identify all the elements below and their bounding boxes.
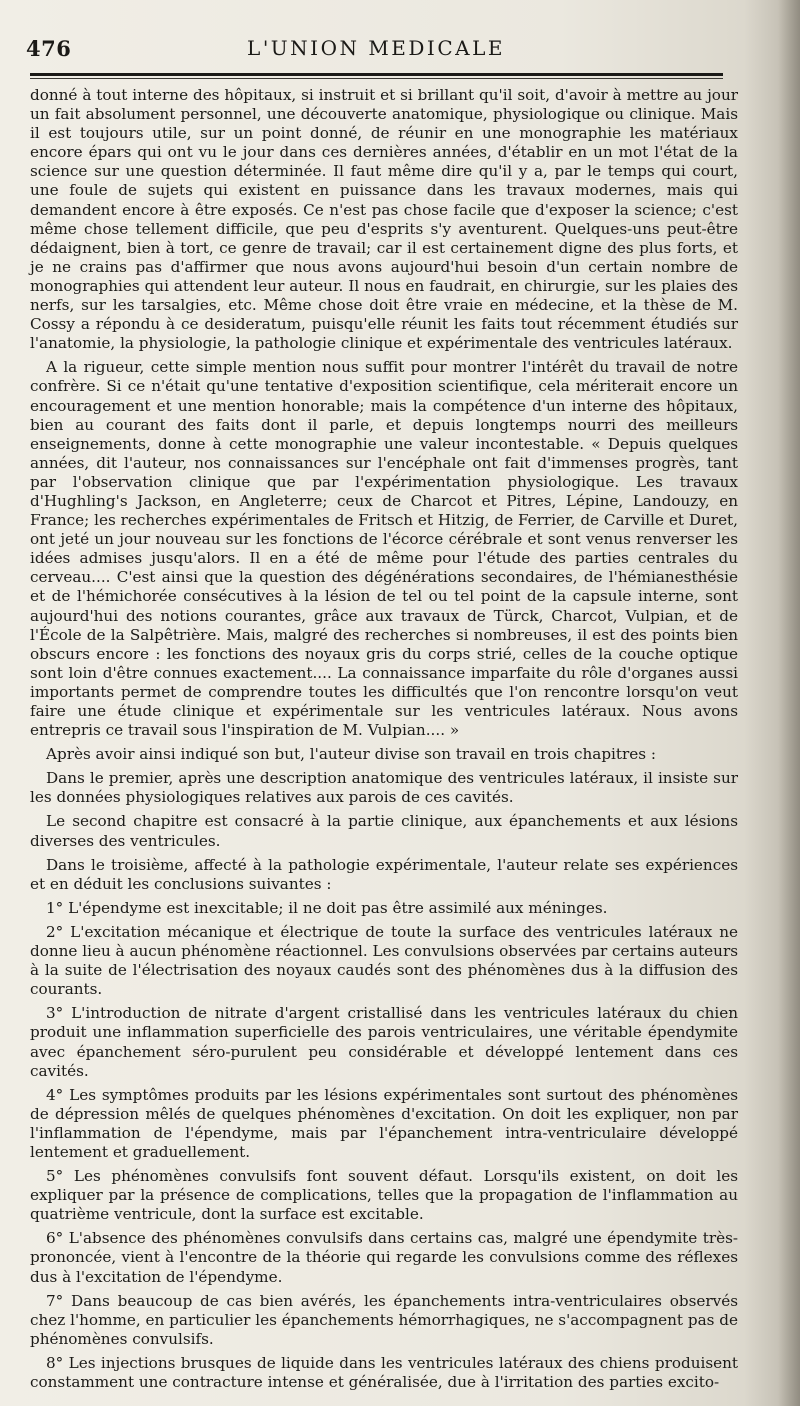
header-rule-thin	[30, 78, 723, 79]
paragraph: Dans le premier, après une description anatomique des ventricules latéraux, il insiste sur les données physiologiques relatives aux parois de ces cavités.	[30, 769, 738, 807]
conclusion-item: 2° L'excitation mécanique et électrique de toute la surface des ventricules latéraux ne donne lieu à aucun phénomène réactionnel. Les convulsions observées par certains auteurs à la suite de l'électrisation des noyaux caudés sont des phénomènes dus à la diffusion des courants.	[30, 922, 738, 999]
running-header	[26, 36, 726, 66]
conclusion-item: 6° L'absence des phénomènes convulsifs dans certains cas, malgré une épendymite très-prononcée, vient à l'encontre de la théorie qui regarde les convulsions comme des réflexes dus à l'excitation de l'épendyme.	[30, 1229, 738, 1286]
conclusion-item: 3° L'introduction de nitrate d'argent cristallisé dans les ventricules latéraux du chien produit une inflammation superficielle des parois ventriculaires, une véritable épendymite avec épanchement séro-purulent peu considérable et développé lentement dans ces cavités.	[30, 1004, 738, 1080]
page-edge-shadow	[778, 0, 800, 1406]
conclusion-item: 4° Les symptômes produits par les lésions expérimentales sont surtout des phénomènes de dépression mêlés de quelques phénomènes d'excitation. On doit les expliquer, non par l'inflammation de l'épendyme, mais par l'épanchement intra-ventriculaire développé lentement et graduellement.	[30, 1085, 738, 1161]
conclusion-item: 5° Les phénomènes convulsifs font souvent défaut. Lorsqu'ils existent, on doit les expliquer par la présence de complications, telles que la propagation de l'inflammation au quatrième ventricule, dont la surface est excitable.	[30, 1167, 738, 1224]
paragraph: Dans le troisième, affecté à la pathologie expérimentale, l'auteur relate ses expériences et en déduit les conclusions suivantes :	[30, 855, 738, 893]
conclusion-item: 8° Les injections brusques de liquide dans les ventricules latéraux des chiens produisent constamment une contracture intense et généralisée, due à l'irritation des parties excito-	[30, 1353, 738, 1391]
paragraph: A la rigueur, cette simple mention nous suffit pour montrer l'intérêt du travail de notre confrère. Si ce n'était qu'une tentative d'exposition scientifique, cela mériterait encore un encouragement et une mention honorable; mais la compétence d'un interne des hôpitaux, bien au courant des faits dont il parle, et depuis longtemps nourri des meilleurs enseignements, donne à cette monographie une valeur incontestable. « Depuis quelques années, dit l'auteur, nos connaissances sur l'encéphale ont fait d'immenses progrès, tant par l'observation clinique que par l'expérimentation physiologique. Les travaux d'Hughling's Jackson, en Angleterre; ceux de Charcot et Pitres, Lépine, Landouzy, en France; les recherches expérimentales de Fritsch et Hitzig, de Ferrier, de Carville et Duret, ont jeté un jour nouveau sur les fonctions de l'écorce cérébrale et sont venus renverser les idées admises jusqu'alors. Il en a été de même pour l'étude des parties centrales du cerveau.... C'est ainsi que la question des dégénérations secondaires, de l'hémianesthésie et de l'hémichorée consécutives à la lésion de tel ou tel point de la capsule interne, sont aujourd'hui des notions courantes, grâce aux travaux de Türck, Charcot, Vulpian, et de l'École de la Salpêtrière. Mais, malgré des recherches si nombreuses, il est des points bien obscurs encore : les fonctions des noyaux gris du corps strié, celles de la couche optique sont loin d'être connues exactement.... La connaissance imparfaite du rôle d'organes aussi importants permet de comprendre toutes les difficultés que l'on rencontre lorsqu'on veut faire une étude clinique et expérimentale sur les ventricules latéraux. Nous avons entrepris ce travail sous l'inspiration de M. Vulpian.... »	[30, 358, 738, 740]
journal-title: L'UNION MEDICALE	[247, 36, 505, 60]
header-rule	[30, 73, 723, 76]
conclusion-item: 7° Dans beaucoup de cas bien avérés, les épanchements intra-ventriculaires observés chez l'homme, en particulier les épanchements hémorrhagiques, ne s'accompagnent pas de phénomènes convulsifs.	[30, 1291, 738, 1348]
paragraph: Le second chapitre est consacré à la partie clinique, aux épanchements et aux lésions diverses des ventricules.	[30, 812, 738, 850]
paragraph: donné à tout interne des hôpitaux, si instruit et si brillant qu'il soit, d'avoir à mettre au jour un fait absolument personnel, une découverte anatomique, physiologique ou clinique. Mais il est toujours utile, sur un point donné, de réunir en une monographie les matériaux encore épars qui ont vu le jour dans ces dernières années, d'établir en un mot l'état de la science sur une question déterminée. Il faut même dire qu'il y a, par le temps qui court, une foule de sujets qui existent en puissance dans les travaux modernes, mais qui demandent encore à être exposés. Ce n'est pas chose facile que d'exposer la science; c'est même chose tellement difficile, que peu d'esprits s'y aventurent. Quelques-uns peut-être dédaignent, bien à tort, ce genre de travail; car il est certainement digne des plus forts, et je ne crains pas d'affirmer que nous avons aujourd'hui besoin d'un certain nombre de monographies qui attendent leur auteur. Il nous en faudrait, en chirurgie, sur les plaies des nerfs, sur les tarsalgies, etc. Même chose doit être vraie en médecine, et la thèse de M. Cossy a répondu à ce desideratum, puisqu'elle réunit les faits tout récemment étudiés sur l'anatomie, la physiologie, la pathologie clinique et expérimentale des ventricules latéraux.	[30, 86, 738, 353]
conclusion-item: 1° L'épendyme est inexcitable; il ne doit pas être assimilé aux méninges.	[46, 898, 608, 917]
paragraph: Après avoir ainsi indiqué son but, l'auteur divise son travail en trois chapitres :	[46, 745, 656, 764]
body-text	[30, 86, 738, 1392]
page-number: 476	[26, 36, 72, 61]
